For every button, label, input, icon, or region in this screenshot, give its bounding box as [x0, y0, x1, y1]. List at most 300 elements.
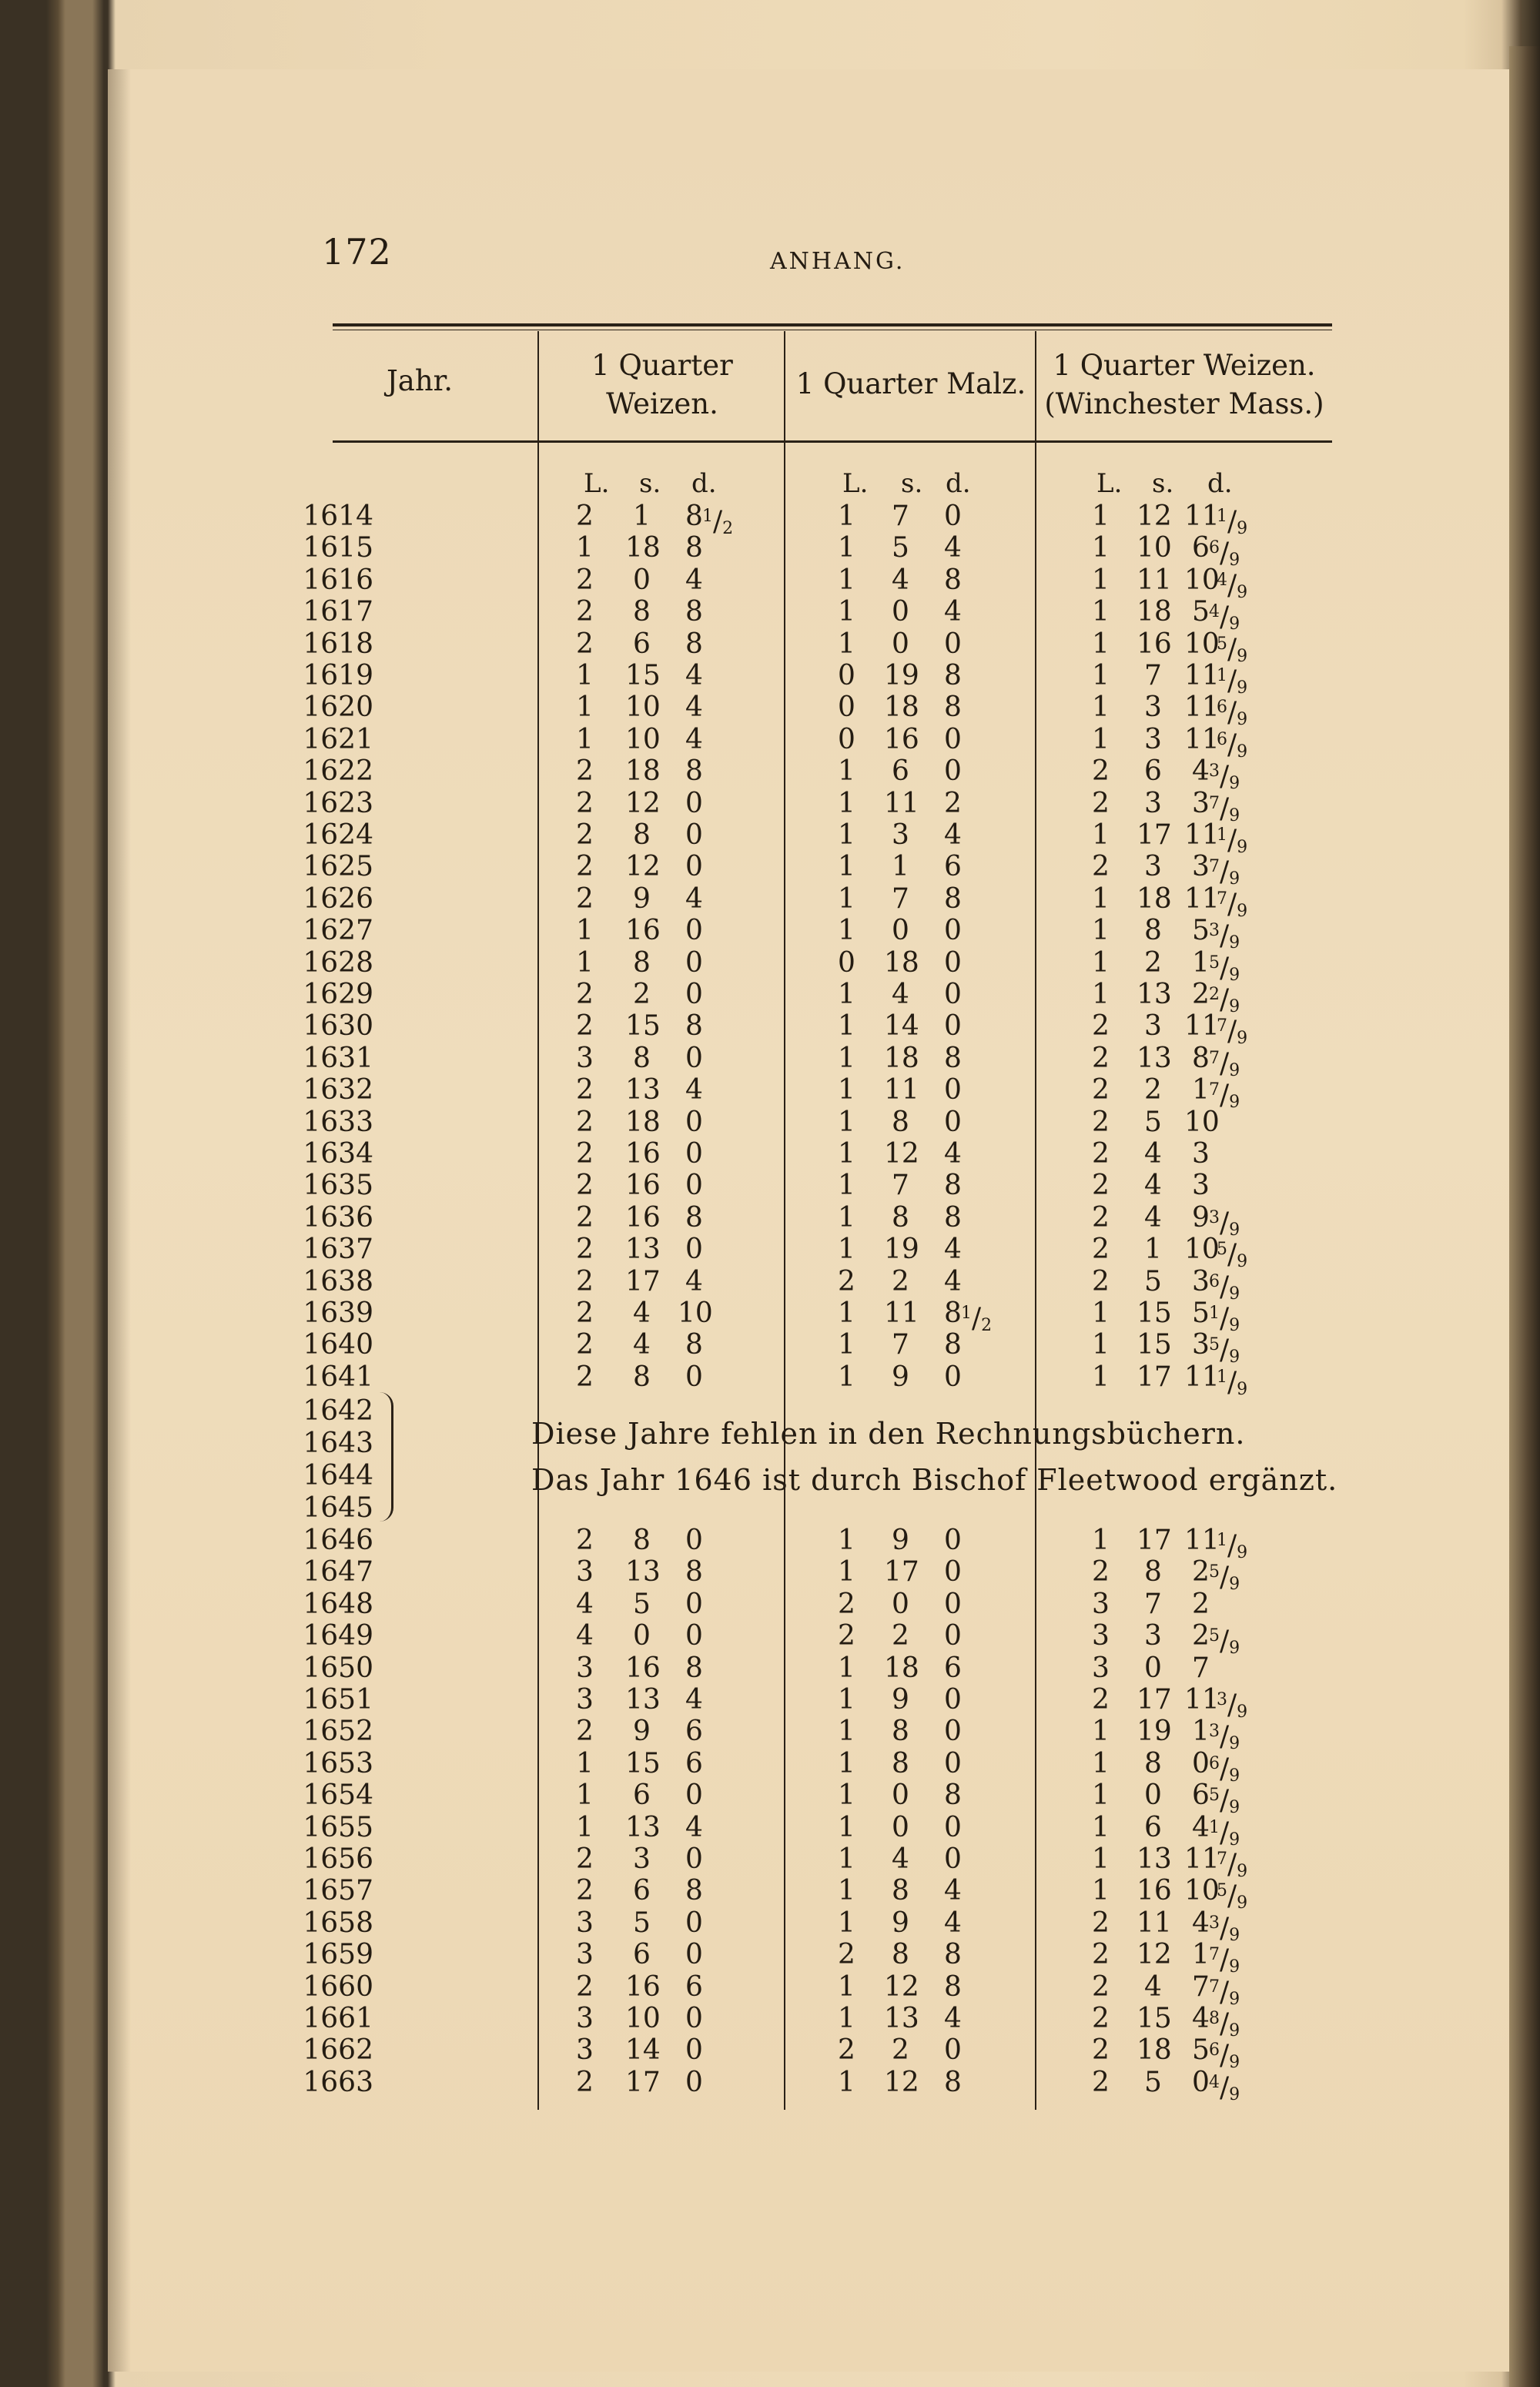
- wheat-pence-cell: 0: [685, 946, 703, 979]
- winchester-pence-cell: 0: [1192, 2066, 1210, 2098]
- malt-pence-cell: 0: [944, 1010, 962, 1043]
- winchester-pounds-cell: 1: [1092, 660, 1110, 691]
- malt-pence-cell: 0: [944, 1747, 962, 1779]
- malt-pounds-cell: 1: [838, 2003, 855, 2034]
- wheat-pence-cell: 0: [685, 1907, 703, 1939]
- malt-pence-cell: 8: [944, 660, 962, 691]
- wheat-pounds-cell: 3: [576, 1652, 594, 1684]
- gap-year: 1645: [303, 1492, 373, 1524]
- units-wheat-L: L.: [584, 468, 610, 499]
- wheat-shillings-cell: 10: [625, 691, 661, 724]
- winchester-pounds-cell: 2: [1092, 1106, 1110, 1138]
- wheat-pounds-cell: 2: [576, 1010, 594, 1043]
- malt-shillings-cell: 2: [892, 2034, 909, 2067]
- table-row: [0, 628, 1401, 666]
- malt-pounds-cell: 1: [838, 1042, 855, 1074]
- table-row: [0, 1201, 1401, 1240]
- wheat-pounds-cell: 2: [576, 755, 594, 788]
- winchester-pence-cell: 4: [1192, 1811, 1210, 1843]
- winchester-pence-cell: 11: [1184, 500, 1220, 532]
- wheat-pounds-cell: 4: [576, 1620, 594, 1652]
- winchester-shillings-cell: 5: [1144, 1106, 1162, 1138]
- wheat-pence-cell: 0: [685, 851, 703, 883]
- winchester-pounds-cell: 2: [1092, 1684, 1110, 1716]
- header-wheat-winchester: [1036, 346, 1332, 424]
- malt-pence-cell: 8: [944, 1297, 962, 1329]
- malt-shillings-cell: 18: [884, 1042, 919, 1074]
- winchester-fraction-cell: $^7/_9$: [1209, 1080, 1240, 1113]
- wheat-pounds-cell: 1: [576, 915, 594, 947]
- malt-pence-cell: 8: [944, 564, 962, 596]
- malt-pence-cell: 0: [944, 1556, 962, 1589]
- year-cell: 1617: [303, 596, 373, 628]
- wheat-pounds-cell: 2: [576, 1265, 594, 1297]
- malt-pounds-cell: 1: [838, 532, 855, 564]
- winchester-shillings-cell: 15: [1137, 2003, 1172, 2034]
- malt-shillings-cell: 11: [884, 1297, 919, 1329]
- table-row: [0, 1329, 1401, 1368]
- malt-pence-cell: 0: [944, 946, 962, 979]
- winchester-pence-cell: 6: [1192, 1779, 1210, 1812]
- header-wheat-line2: Weizen.: [606, 387, 718, 420]
- winchester-shillings-cell: 5: [1144, 1265, 1162, 1297]
- wheat-pounds-cell: 2: [576, 2066, 594, 2098]
- malt-shillings-cell: 2: [892, 1265, 909, 1297]
- winchester-pence-cell: 5: [1192, 915, 1210, 947]
- wheat-shillings-cell: 16: [625, 1970, 661, 2003]
- malt-pence-cell: 0: [944, 1074, 962, 1106]
- year-cell: 1654: [303, 1779, 373, 1812]
- winchester-fraction-cell: $^5/_9$: [1209, 952, 1240, 985]
- winchester-pence-cell: 6: [1192, 532, 1210, 564]
- winchester-shillings-cell: 4: [1144, 1201, 1162, 1234]
- winchester-pounds-cell: 2: [1092, 1201, 1110, 1234]
- malt-shillings-cell: 9: [892, 1361, 909, 1393]
- wheat-shillings-cell: 4: [633, 1297, 651, 1329]
- malt-shillings-cell: 0: [892, 1779, 909, 1812]
- wheat-pounds-cell: 1: [576, 532, 594, 564]
- table-row: [0, 1265, 1401, 1304]
- winchester-pence-cell: 3: [1192, 1265, 1210, 1297]
- year-cell: 1661: [303, 2003, 373, 2034]
- winchester-fraction-cell: $^5/_9$: [1209, 1562, 1240, 1595]
- year-cell: 1634: [303, 1138, 373, 1170]
- wheat-pounds-cell: 3: [576, 1556, 594, 1589]
- wheat-shillings-cell: 1: [633, 500, 651, 532]
- winchester-fraction-cell: $^5/_9$: [1217, 1239, 1248, 1272]
- wheat-pence-cell: 0: [685, 1234, 703, 1266]
- table-row: [0, 660, 1401, 698]
- malt-pounds-cell: 2: [838, 1939, 855, 1971]
- winchester-shillings-cell: 17: [1137, 819, 1172, 851]
- winchester-pence-cell: 11: [1184, 1525, 1220, 1556]
- winchester-pence-cell: 2: [1192, 979, 1210, 1010]
- wheat-pounds-cell: 2: [576, 1138, 594, 1170]
- winchester-shillings-cell: 17: [1137, 1684, 1172, 1716]
- wheat-pence-cell: 6: [685, 1716, 703, 1748]
- header-bottom-rule: [333, 440, 1332, 443]
- wheat-shillings-cell: 12: [625, 851, 661, 883]
- malt-pounds-cell: 1: [838, 564, 855, 596]
- malt-shillings-cell: 18: [884, 691, 919, 724]
- units-winchester-L: L.: [1096, 468, 1123, 499]
- winchester-pounds-cell: 2: [1092, 1010, 1110, 1043]
- year-cell: 1632: [303, 1074, 373, 1106]
- wheat-shillings-cell: 17: [625, 2066, 661, 2098]
- wheat-shillings-cell: 10: [625, 2003, 661, 2034]
- malt-pence-cell: 0: [944, 2034, 962, 2067]
- winchester-pounds-cell: 2: [1092, 1234, 1110, 1266]
- wheat-pence-cell: 4: [685, 1074, 703, 1106]
- wheat-pence-cell: 10: [678, 1297, 713, 1329]
- winchester-pounds-cell: 1: [1092, 1875, 1110, 1907]
- winchester-shillings-cell: 16: [1137, 628, 1172, 660]
- wheat-pounds-cell: 2: [576, 1843, 594, 1875]
- winchester-pounds-cell: 1: [1092, 628, 1110, 660]
- malt-shillings-cell: 11: [884, 787, 919, 819]
- winchester-shillings-cell: 6: [1144, 1811, 1162, 1843]
- winchester-pence-cell: 9: [1192, 1201, 1210, 1234]
- wheat-pounds-cell: 2: [576, 1970, 594, 2003]
- winchester-pence-cell: 11: [1184, 1361, 1220, 1393]
- winchester-pence-cell: 3: [1192, 1138, 1210, 1170]
- winchester-fraction-cell: $^1/_9$: [1217, 1530, 1248, 1562]
- winchester-pounds-cell: 2: [1092, 1042, 1110, 1074]
- winchester-pence-cell: 2: [1192, 1556, 1210, 1589]
- malt-pounds-cell: 1: [838, 1811, 855, 1843]
- winchester-pounds-cell: 1: [1092, 1525, 1110, 1556]
- wheat-pence-cell: 4: [685, 882, 703, 915]
- winchester-fraction-cell: $^3/_9$: [1209, 1207, 1240, 1240]
- table-row: [0, 564, 1401, 602]
- winchester-shillings-cell: 17: [1137, 1525, 1172, 1556]
- wheat-pence-cell: 0: [685, 1042, 703, 1074]
- malt-shillings-cell: 7: [892, 500, 909, 532]
- winchester-pence-cell: 10: [1184, 564, 1220, 596]
- malt-shillings-cell: 3: [892, 819, 909, 851]
- winchester-pence-cell: 5: [1192, 2034, 1210, 2067]
- table-row: [0, 1684, 1401, 1722]
- malt-pence-cell: 0: [944, 1684, 962, 1716]
- wheat-shillings-cell: 4: [633, 1329, 651, 1361]
- malt-pence-cell: 8: [944, 882, 962, 915]
- malt-shillings-cell: 4: [892, 979, 909, 1010]
- winchester-shillings-cell: 18: [1137, 596, 1172, 628]
- year-cell: 1647: [303, 1556, 373, 1589]
- year-cell: 1615: [303, 532, 373, 564]
- year-cell: 1650: [303, 1652, 373, 1684]
- year-cell: 1622: [303, 755, 373, 788]
- winchester-pounds-cell: 2: [1092, 1265, 1110, 1297]
- units-wheat-d: d.: [691, 468, 717, 499]
- year-cell: 1626: [303, 882, 373, 915]
- wheat-pounds-cell: 1: [576, 1779, 594, 1812]
- malt-shillings-cell: 9: [892, 1684, 909, 1716]
- wheat-shillings-cell: 0: [633, 564, 651, 596]
- wheat-shillings-cell: 8: [633, 1042, 651, 1074]
- malt-shillings-cell: 7: [892, 1329, 909, 1361]
- malt-shillings-cell: 12: [884, 2066, 919, 2098]
- table-row: [0, 1811, 1401, 1850]
- winchester-shillings-cell: 19: [1137, 1716, 1172, 1748]
- table-row: [0, 755, 1401, 794]
- curly-brace: [376, 1392, 393, 1522]
- header-wheat: [543, 346, 782, 424]
- wheat-pence-cell: 0: [685, 1525, 703, 1556]
- wheat-pence-cell: 0: [685, 1138, 703, 1170]
- winchester-shillings-cell: 13: [1137, 1843, 1172, 1875]
- table-row: [0, 882, 1401, 921]
- winchester-fraction-cell: $^1/_9$: [1209, 1303, 1240, 1335]
- winchester-pence-cell: 11: [1184, 660, 1220, 691]
- malt-pence-cell: 4: [944, 1875, 962, 1907]
- wheat-pounds-cell: 3: [576, 1684, 594, 1716]
- malt-pence-cell: 4: [944, 2003, 962, 2034]
- wheat-pence-cell: 4: [685, 723, 703, 755]
- wheat-pounds-cell: 2: [576, 1525, 594, 1556]
- winchester-fraction-cell: $^4/_9$: [1217, 569, 1248, 602]
- malt-pounds-cell: 1: [838, 915, 855, 947]
- malt-pence-cell: 0: [944, 1525, 962, 1556]
- wheat-pounds-cell: 2: [576, 628, 594, 660]
- malt-pounds-cell: 1: [838, 1907, 855, 1939]
- winchester-shillings-cell: 3: [1144, 1010, 1162, 1043]
- table-row: [0, 1361, 1401, 1399]
- wheat-shillings-cell: 13: [625, 1811, 661, 1843]
- wheat-pounds-cell: 1: [576, 660, 594, 691]
- malt-shillings-cell: 0: [892, 596, 909, 628]
- winchester-fraction-cell: $^4/_9$: [1209, 601, 1240, 634]
- units-malt-L: L.: [842, 468, 869, 499]
- year-cell: 1658: [303, 1907, 373, 1939]
- year-cell: 1619: [303, 660, 373, 691]
- malt-pounds-cell: 1: [838, 1843, 855, 1875]
- year-cell: 1639: [303, 1297, 373, 1329]
- table-row: [0, 1556, 1401, 1595]
- winchester-shillings-cell: 3: [1144, 787, 1162, 819]
- wheat-pence-cell: 4: [685, 691, 703, 724]
- malt-pounds-cell: 1: [838, 1234, 855, 1266]
- year-cell: 1641: [303, 1361, 373, 1393]
- malt-pounds-cell: 2: [838, 2034, 855, 2067]
- winchester-pence-cell: 11: [1184, 1684, 1220, 1716]
- malt-pence-cell: 6: [944, 1652, 962, 1684]
- year-cell: 1616: [303, 564, 373, 596]
- table-row: [0, 1652, 1401, 1685]
- malt-shillings-cell: 8: [892, 1716, 909, 1748]
- year-cell: 1660: [303, 1970, 373, 2003]
- table-row: [0, 2003, 1401, 2040]
- malt-shillings-cell: 19: [884, 660, 919, 691]
- malt-shillings-cell: 8: [892, 1747, 909, 1779]
- wheat-shillings-cell: 16: [625, 1170, 661, 1202]
- winchester-fraction-cell: $^1/_9$: [1217, 665, 1248, 698]
- year-cell: 1649: [303, 1620, 373, 1652]
- table-row: [0, 946, 1401, 985]
- malt-pence-cell: 4: [944, 532, 962, 564]
- winchester-pounds-cell: 2: [1092, 1170, 1110, 1202]
- winchester-pence-cell: 11: [1184, 723, 1220, 755]
- year-cell: 1624: [303, 819, 373, 851]
- year-cell: 1627: [303, 915, 373, 947]
- malt-pounds-cell: 1: [838, 2066, 855, 2098]
- wheat-shillings-cell: 18: [625, 532, 661, 564]
- malt-pounds-cell: 1: [838, 1525, 855, 1556]
- table-row: [0, 787, 1401, 825]
- malt-shillings-cell: 6: [892, 755, 909, 788]
- winchester-fraction-cell: $^7/_9$: [1209, 1944, 1240, 1977]
- malt-shillings-cell: 0: [892, 1588, 909, 1620]
- winchester-fraction-cell: $^5/_9$: [1209, 1334, 1240, 1368]
- malt-pounds-cell: 1: [838, 1970, 855, 2003]
- malt-pence-cell: 8: [944, 1042, 962, 1074]
- units-malt-s: s.: [901, 468, 923, 499]
- wheat-pence-cell: 0: [685, 819, 703, 851]
- wheat-pence-cell: 6: [685, 1747, 703, 1779]
- year-cell: 1657: [303, 1875, 373, 1907]
- table-row: [0, 723, 1401, 762]
- winchester-fraction-cell: $^6/_9$: [1209, 1753, 1240, 1786]
- winchester-pounds-cell: 1: [1092, 1779, 1110, 1812]
- year-cell: 1653: [303, 1747, 373, 1779]
- winchester-shillings-cell: 13: [1137, 1042, 1172, 1074]
- winchester-fraction-cell: $^4/_9$: [1209, 2071, 1240, 2104]
- winchester-pence-cell: 3: [1192, 787, 1210, 819]
- malt-pounds-cell: 1: [838, 1361, 855, 1393]
- winchester-shillings-cell: 11: [1137, 1907, 1172, 1939]
- malt-pounds-cell: 0: [838, 946, 855, 979]
- winchester-pounds-cell: 1: [1092, 882, 1110, 915]
- winchester-pounds-cell: 2: [1092, 2034, 1110, 2067]
- units-winchester-s: s.: [1152, 468, 1174, 499]
- wheat-shillings-cell: 16: [625, 1652, 661, 1684]
- malt-pounds-cell: 1: [838, 1138, 855, 1170]
- winchester-pence-cell: 11: [1184, 882, 1220, 915]
- wheat-shillings-cell: 18: [625, 755, 661, 788]
- wheat-shillings-cell: 15: [625, 1010, 661, 1043]
- header-winchester-line1: 1 Quarter Weizen.: [1053, 349, 1316, 382]
- malt-pence-cell: 0: [944, 755, 962, 788]
- year-cell: 1651: [303, 1684, 373, 1716]
- year-cell: 1625: [303, 851, 373, 883]
- winchester-shillings-cell: 4: [1144, 1970, 1162, 2003]
- year-cell: 1638: [303, 1265, 373, 1297]
- wheat-pounds-cell: 3: [576, 2003, 594, 2034]
- malt-shillings-cell: 0: [892, 915, 909, 947]
- winchester-pence-cell: 5: [1192, 1297, 1210, 1329]
- malt-pence-cell: 4: [944, 1138, 962, 1170]
- winchester-fraction-cell: $^5/_9$: [1209, 1625, 1240, 1659]
- malt-shillings-cell: 1: [892, 851, 909, 883]
- wheat-shillings-cell: 9: [633, 882, 651, 915]
- wheat-shillings-cell: 9: [633, 1716, 651, 1748]
- year-cell: 1656: [303, 1843, 373, 1875]
- winchester-shillings-cell: 2: [1144, 946, 1162, 979]
- wheat-pence-cell: 0: [685, 2034, 703, 2067]
- winchester-shillings-cell: 3: [1144, 851, 1162, 883]
- wheat-pence-cell: 0: [685, 1170, 703, 1202]
- winchester-pounds-cell: 1: [1092, 946, 1110, 979]
- table-row: [0, 1525, 1401, 1562]
- malt-pence-cell: 0: [944, 628, 962, 660]
- header-wheat-line1: 1 Quarter: [591, 349, 733, 382]
- wheat-pence-cell: 8: [685, 1652, 703, 1684]
- winchester-fraction-cell: $^6/_9$: [1209, 1270, 1240, 1304]
- wheat-shillings-cell: 5: [633, 1588, 651, 1620]
- winchester-fraction-cell: $^1/_9$: [1217, 1366, 1248, 1399]
- wheat-pence-cell: 0: [685, 915, 703, 947]
- malt-pence-cell: 8: [944, 1779, 962, 1812]
- winchester-shillings-cell: 13: [1137, 979, 1172, 1010]
- winchester-pence-cell: 1: [1192, 1716, 1210, 1748]
- year-cell: 1628: [303, 946, 373, 979]
- wheat-pounds-cell: 2: [576, 819, 594, 851]
- header-year: Jahr.: [386, 364, 454, 397]
- winchester-shillings-cell: 8: [1144, 1747, 1162, 1779]
- table-row: [0, 1843, 1401, 1881]
- table-row: [0, 2066, 1401, 2104]
- wheat-pounds-cell: 3: [576, 1907, 594, 1939]
- winchester-pounds-cell: 2: [1092, 2066, 1110, 2098]
- wheat-pence-cell: 8: [685, 628, 703, 660]
- wheat-pence-cell: 0: [685, 787, 703, 819]
- winchester-shillings-cell: 1: [1144, 1234, 1162, 1266]
- wheat-shillings-cell: 3: [633, 1843, 651, 1875]
- winchester-shillings-cell: 4: [1144, 1138, 1162, 1170]
- winchester-pence-cell: 1: [1192, 1939, 1210, 1971]
- winchester-fraction-cell: $^3/_9$: [1209, 920, 1240, 953]
- wheat-pounds-cell: 2: [576, 500, 594, 532]
- winchester-shillings-cell: 18: [1137, 2034, 1172, 2067]
- wheat-pence-cell: 0: [685, 979, 703, 1010]
- malt-pence-cell: 8: [944, 1201, 962, 1234]
- winchester-fraction-cell: $^6/_9$: [1217, 697, 1248, 730]
- malt-pounds-cell: 1: [838, 500, 855, 532]
- winchester-pounds-cell: 2: [1092, 787, 1110, 819]
- wheat-pence-cell: 8: [685, 1329, 703, 1361]
- winchester-fraction-cell: $^8/_9$: [1209, 2008, 1240, 2040]
- table-row: [0, 1907, 1401, 1945]
- malt-pence-cell: 8: [944, 1970, 962, 2003]
- wheat-pence-cell: 0: [685, 1588, 703, 1620]
- wheat-pounds-cell: 2: [576, 851, 594, 883]
- wheat-pounds-cell: 2: [576, 1106, 594, 1138]
- year-cell: 1631: [303, 1042, 373, 1074]
- malt-shillings-cell: 9: [892, 1525, 909, 1556]
- units-winchester-d: d.: [1207, 468, 1233, 499]
- wheat-shillings-cell: 14: [625, 2034, 661, 2067]
- winchester-pounds-cell: 1: [1092, 1361, 1110, 1393]
- winchester-shillings-cell: 3: [1144, 1620, 1162, 1652]
- wheat-shillings-cell: 8: [633, 819, 651, 851]
- wheat-pence-cell: 8: [685, 1010, 703, 1043]
- winchester-pence-cell: 2: [1192, 1588, 1210, 1620]
- winchester-pence-cell: 1: [1192, 946, 1210, 979]
- wheat-shillings-cell: 2: [633, 979, 651, 1010]
- winchester-pounds-cell: 2: [1092, 1074, 1110, 1106]
- winchester-shillings-cell: 6: [1144, 755, 1162, 788]
- running-head: ANHANG.: [770, 248, 906, 275]
- year-cell: 1648: [303, 1588, 373, 1620]
- malt-shillings-cell: 5: [892, 532, 909, 564]
- wheat-pounds-cell: 2: [576, 1329, 594, 1361]
- malt-pence-cell: 8: [944, 691, 962, 724]
- winchester-fraction-cell: $^6/_9$: [1209, 2040, 1240, 2073]
- wheat-shillings-cell: 10: [625, 723, 661, 755]
- malt-pounds-cell: 2: [838, 1588, 855, 1620]
- table-row: [0, 1138, 1401, 1170]
- malt-shillings-cell: 7: [892, 1170, 909, 1202]
